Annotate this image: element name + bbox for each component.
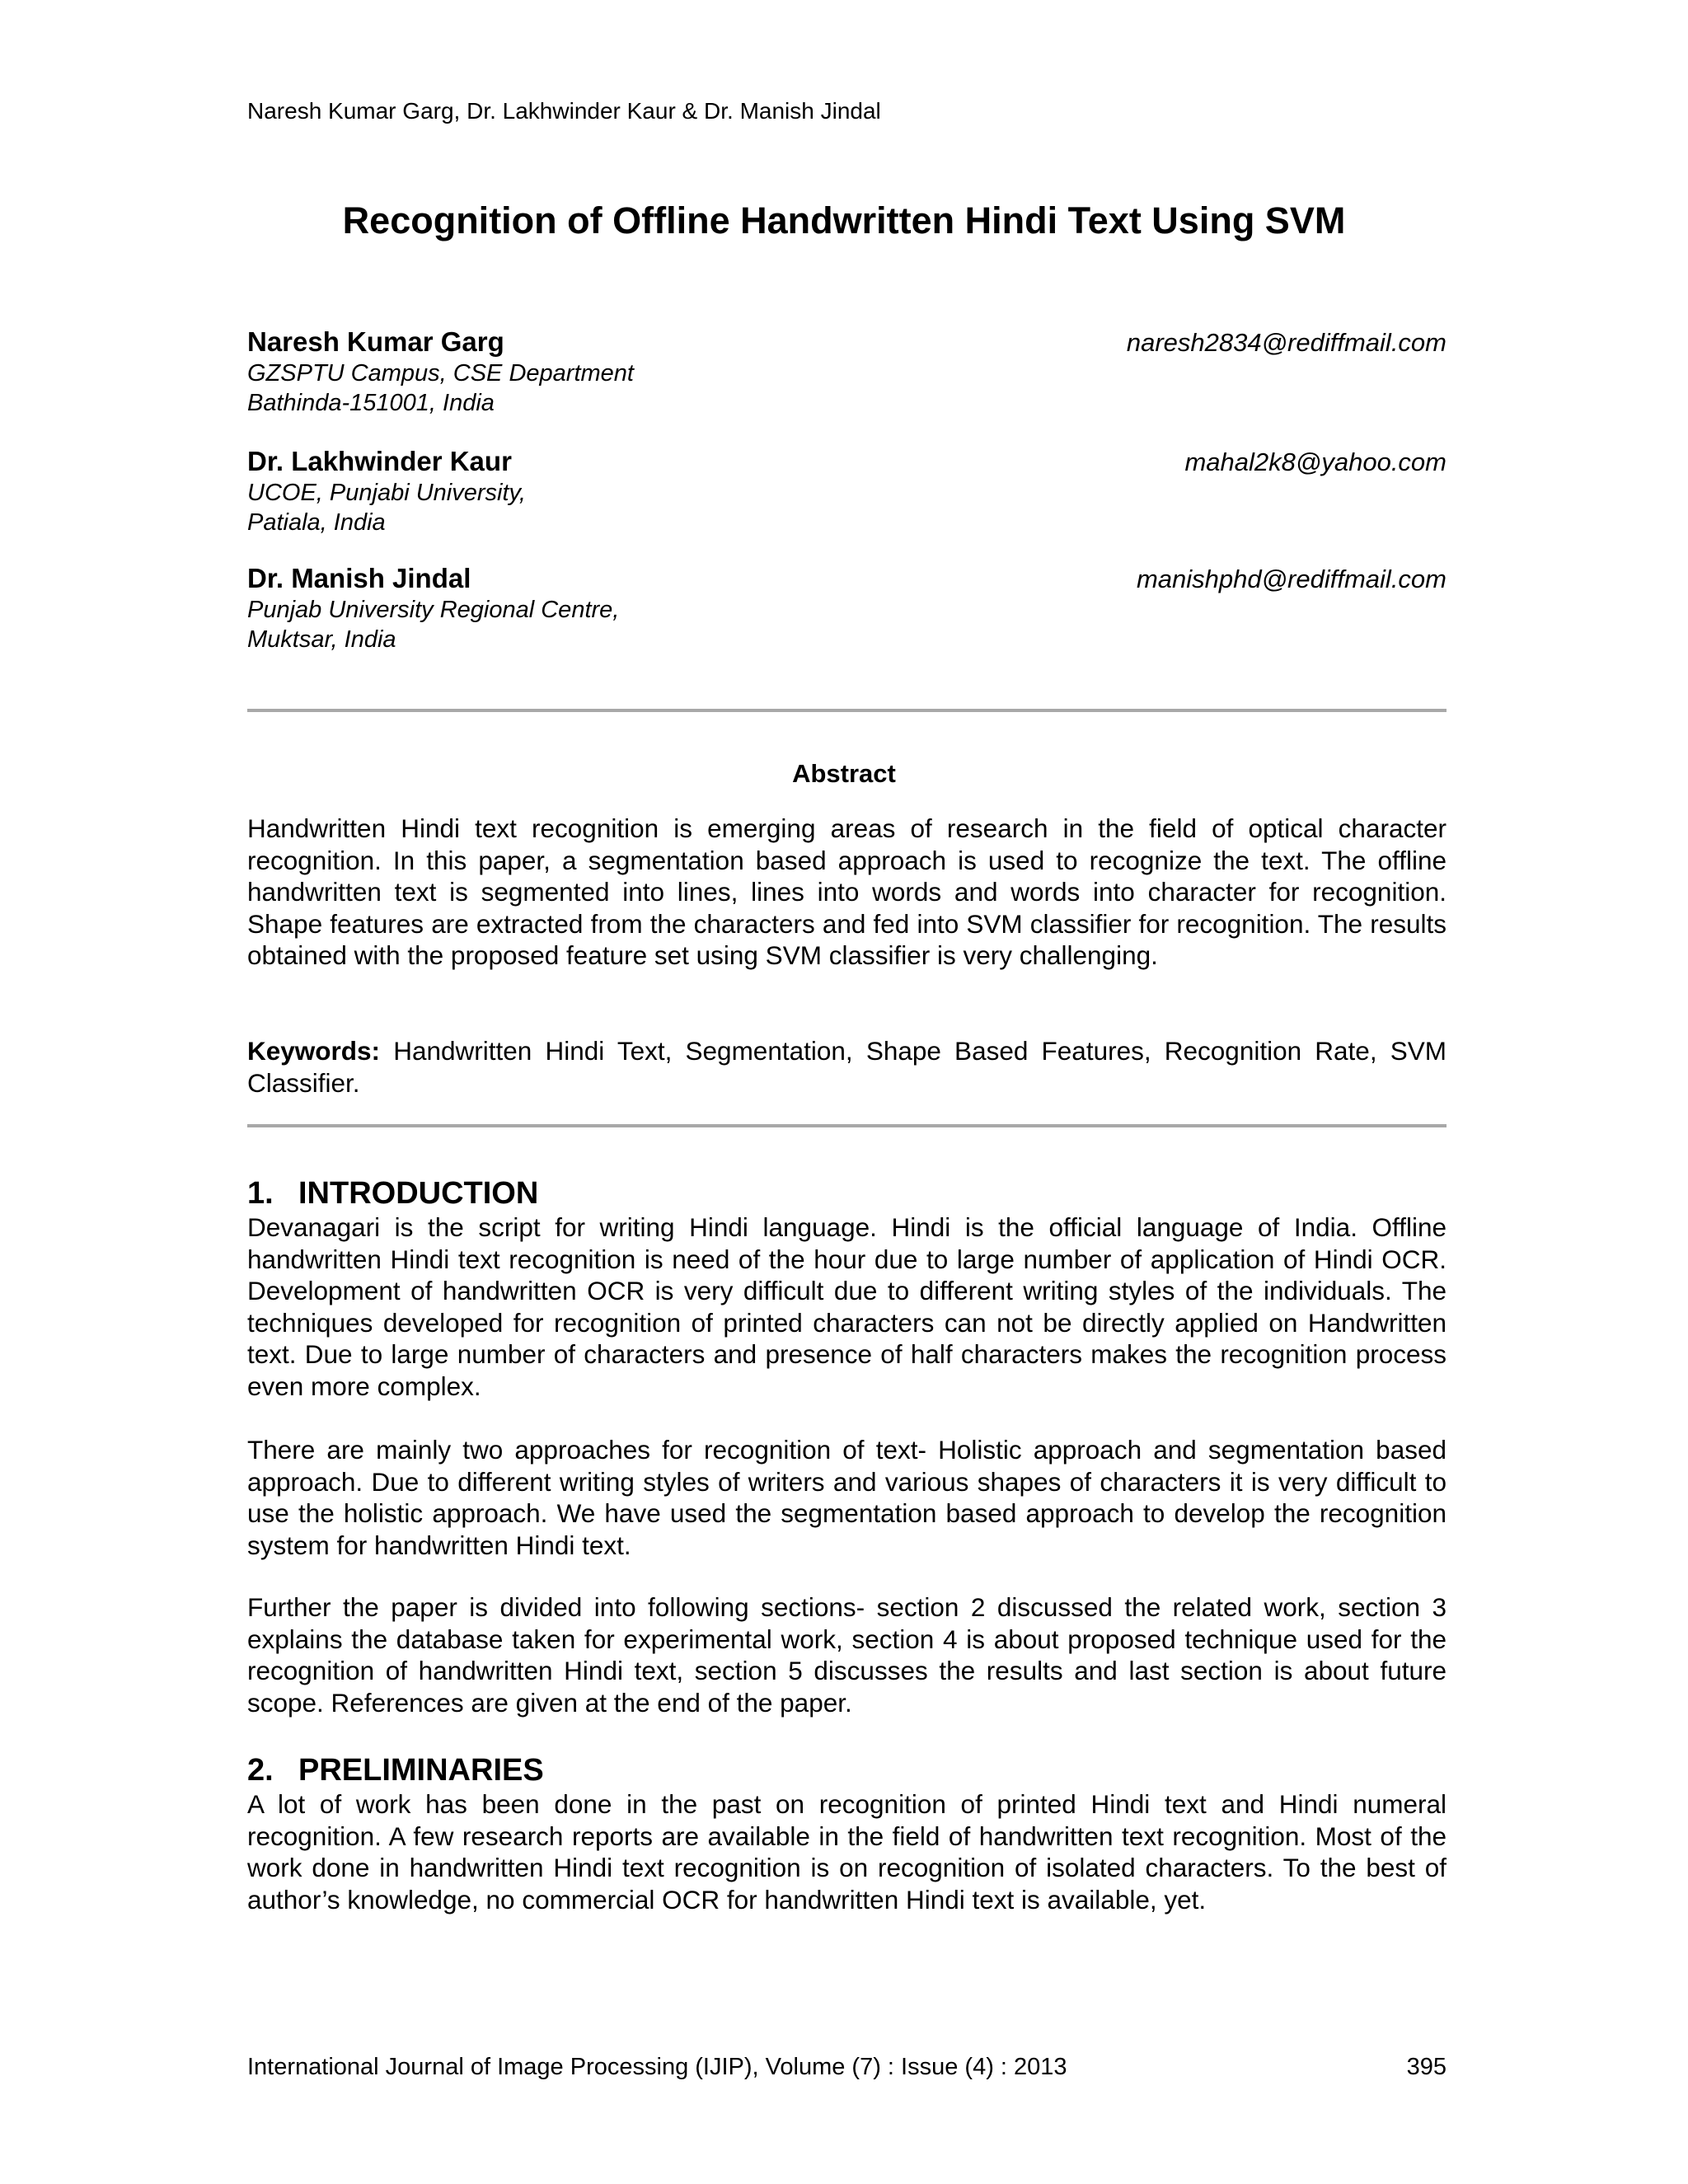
keywords [247,1035,1447,1099]
author-name: Naresh Kumar Garg [247,326,504,357]
author-affiliation: Punjab University Regional Centre, [247,597,620,623]
horizontal-rule [247,709,1447,712]
body-paragraph: There are mainly two approaches for recognition of text- Holistic approach and segmentation based approach. Due to different writing styles of writers and various shapes of characters it is very difficult to use the holistic approach. We have used the segmentation based approach to develop the recognition system for handwritten Hindi text. [247,1435,1447,1560]
author-block [247,326,1447,418]
body-paragraph: A lot of work has been done in the past on recognition of printed Hindi text and Hindi numeral recognition. A few research reports are available in the field of handwritten text recognition. Most of the work done in handwritten Hindi text recognition is on recognition of isolated characters. To the best of author’s knowledge, no commercial OCR for handwritten Hindi text is available, yet. [247,1789,1447,1915]
keywords-label: Keywords: [247,1036,381,1066]
author-email[interactable]: mahal2k8@yahoo.com [1184,448,1447,476]
author-affiliation: GZSPTU Campus, CSE Department [247,360,634,387]
section-heading [247,1175,538,1212]
section-title: PRELIMINARIES [298,1753,544,1788]
section-title: INTRODUCTION [298,1176,539,1211]
abstract-heading: Abstract [792,759,896,788]
horizontal-rule [247,1124,1447,1127]
section-heading [247,1752,544,1788]
author-affiliation: Patiala, India [247,509,386,536]
section-number: 1. [247,1176,274,1211]
page-number: 395 [1406,2054,1447,2080]
author-affiliation: Muktsar, India [247,626,396,653]
author-name: Dr. Manish Jindal [247,563,471,593]
paper-title: Recognition of Offline Handwritten Hindi Text Using SVM [342,199,1346,241]
author-affiliation: UCOE, Punjabi University, [247,480,526,506]
author-name: Dr. Lakhwinder Kaur [247,446,512,476]
section-number: 2. [247,1753,274,1788]
abstract-text: Handwritten Hindi text recognition is emerging areas of research in the field of optical character recognition. In this paper, a segmentation based approach is used to recognize the text. The offline handwritten text is segmented into lines, lines into words and words into character for recognition. Shape features are extracted from the characters and fed into SVM classifier for recognition. The results obtained with the proposed feature set using SVM classifier is very challenging. [247,813,1447,970]
author-email[interactable]: manishphd@rediffmail.com [1136,565,1447,593]
body-paragraph: Devanagari is the script for writing Hindi language. Hindi is the official language of India. Offline handwritten Hindi text recognition is need of the hour due to large number of application of Hindi OCR. Development of handwritten OCR is very difficult due to different writing styles of the individuals. The techniques developed for recognition of printed characters can not be directly applied on Handwritten text. Due to large number of characters and presence of half characters makes the recognition process even more complex. [247,1212,1447,1401]
journal-citation: International Journal of Image Processing (IJIP), Volume (7) : Issue (4) : 2013 [247,2054,1067,2080]
author-block [247,445,1447,537]
body-paragraph: Further the paper is divided into following sections- section 2 discussed the related work, section 3 explains the database taken for experimental work, section 4 is about proposed technique used for the recognition of handwritten Hindi text, section 5 discusses the results and last section is about future scope. References are given at the end of the paper. [247,1592,1447,1718]
keywords-text: Handwritten Hindi Text, Segmentation, Shape Based Features, Recognition Rate, SVM Classifier. [247,1036,1447,1098]
author-block [247,562,1447,654]
author-affiliation: Bathinda-151001, India [247,390,495,416]
author-email[interactable]: naresh2834@rediffmail.com [1126,328,1447,357]
page-footer [247,2052,1447,2082]
running-head: Naresh Kumar Garg, Dr. Lakhwinder Kaur & Dr. Manish Jindal [247,98,881,124]
